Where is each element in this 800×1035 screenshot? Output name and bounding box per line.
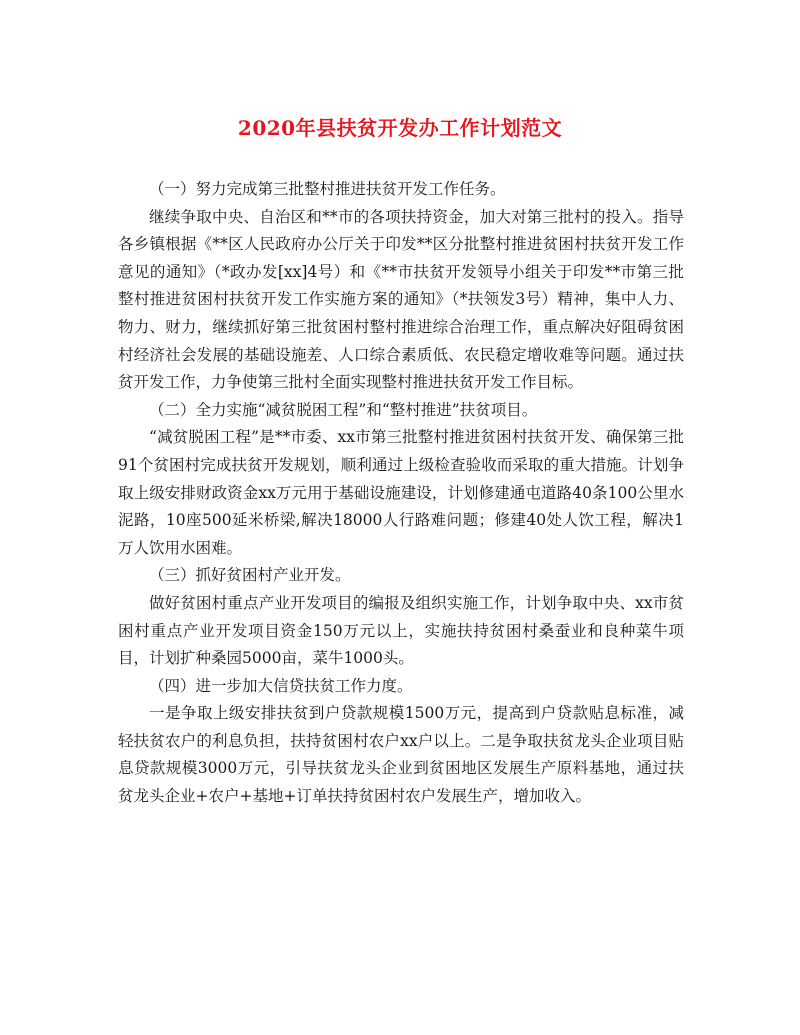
paragraph-4: 一是争取上级安排扶贫到户贷款规模1500万元，提高到户贷款贴息标准，减轻扶贫农户的利息负担，扶持贫困村农户xx户以上。二是争取扶贫龙头企业项目贴息贷款规模3000万元，引导扶贫龙头企业到贫困地区发展生产原料基地，通过扶贫龙头企业+农户+基地+订单扶持贫困村农户发展生产，增加收入。 [118, 704, 684, 806]
document-title: 2020年县扶贫开发办工作计划范文 [237, 116, 563, 140]
section-heading-3: （三）抓好贫困村产业开发。 [149, 566, 351, 585]
paragraph-3: 做好贫困村重点产业开发项目的编报及组织实施工作，计划争取中央、xx市贫困村重点产业开发项目资金150万元以上，实施扶持贫困村桑蚕业和良种菜牛项目，计划扩种桑园5000亩，菜牛1000头。 [118, 593, 684, 668]
paragraph-2: “减贫脱困工程”是**市委、xx市第三批整村推进贫困村扶贫开发、确保第三批91个贫困村完成扶贫开发规划，顺利通过上级检查验收而采取的重大措施。计划争取上级安排财政资金xx万元用于基础设施建设，计划修建通屯道路40条100公里水泥路，10座500延米桥梁,解决18000人行路难问题；修建40处人饮工程，解决1万人饮用水困难。 [118, 428, 684, 557]
paragraph-1: 继续争取中央、自治区和**市的各项扶持资金，加大对第三批村的投入。指导各乡镇根据《**区人民政府办公厅关于印发**区分批整村推进贫困村扶贫开发工作意见的通知》（*政办发[xx]4号）和《**市扶贫开发领导小组关于印发**市第三批整村推进贫困村扶贫开发工作实施方案的通知》（*扶领发3号）精神，集中人力、物力、财力，继续抓好第三批贫困村整村推进综合治理工作，重点解决好阻碍贫困村经济社会发展的基础设施差、人口综合素质低、农民稳定增收难等问题。通过扶贫开发工作，力争使第三批村全面实现整村推进扶贫开发工作目标。 [118, 207, 684, 392]
section-heading-2: （二）全力实施“减贫脱困工程”和“整村推进”扶贫项目。 [149, 400, 538, 419]
section-heading-1: （一）努力完成第三批整村推进扶贫开发工作任务。 [149, 180, 506, 198]
document-body [118, 176, 684, 811]
section-heading-4: （四）进一步加大信贷扶贫工作力度。 [149, 676, 413, 695]
